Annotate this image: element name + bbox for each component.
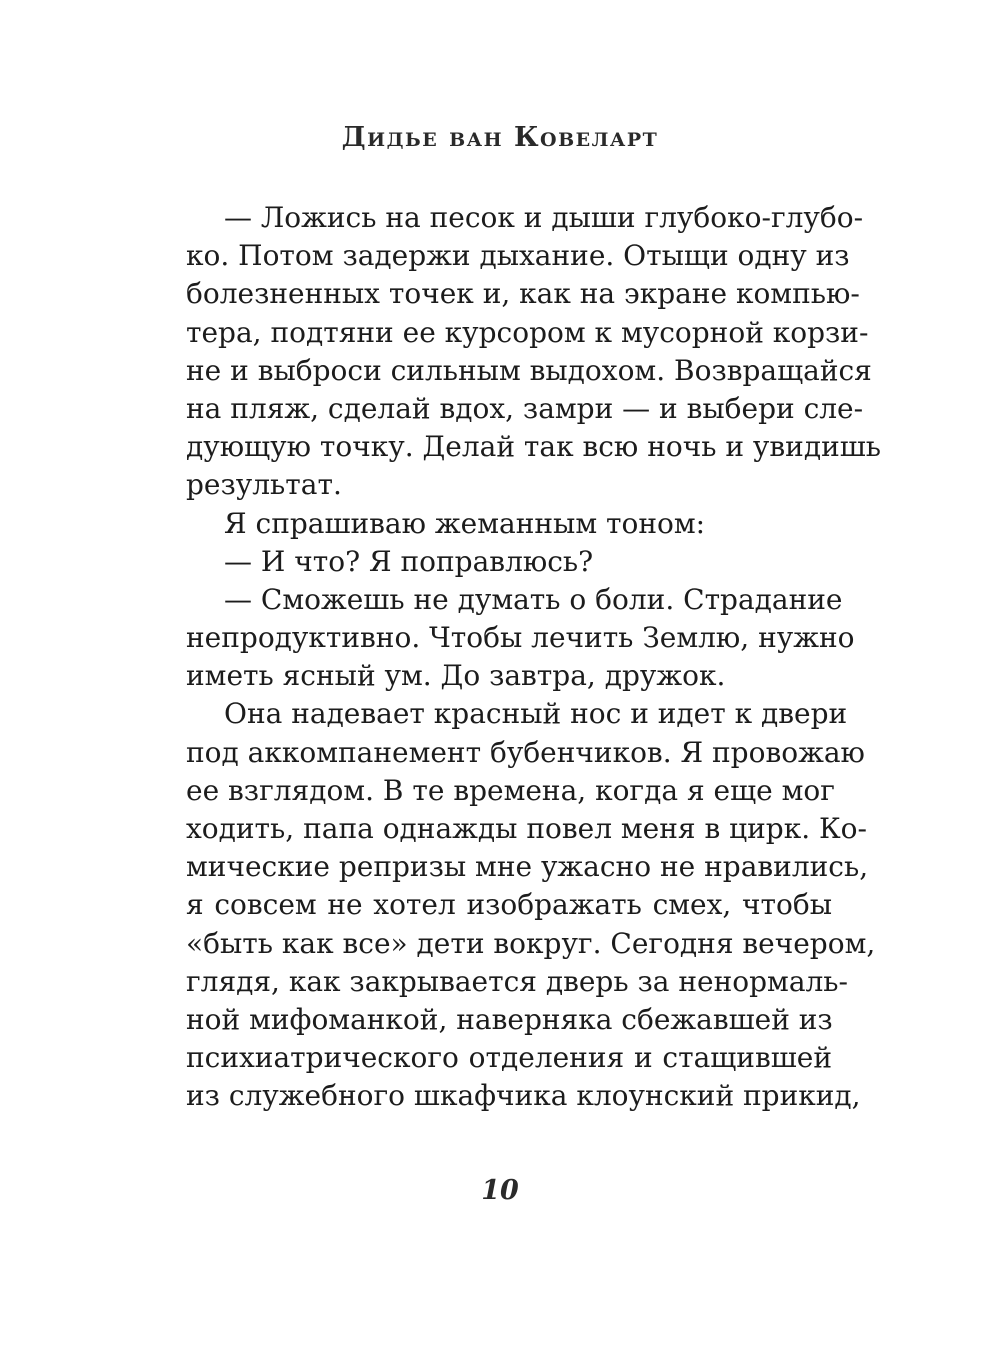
text-line: «быть как все» дети вокруг. Сегодня вечером, [186,926,876,960]
text-line: ной мифоманкой, наверняка сбежавшей из [186,1002,833,1036]
text-line: не и выброси сильным выдохом. Возвращайся [186,353,872,387]
text-line: Она надевает красный нос и идет к двери [224,697,848,731]
text-line: — И что? Я поправлюсь? [224,544,594,578]
text-line: результат. [186,468,342,502]
text-line: я совсем не хотел изображать смех, чтобы [186,888,832,922]
running-head-author: Дидье ван Ковеларт [341,122,659,153]
text-line: тера, подтяни ее курсором к мусорной корзи- [186,315,869,349]
text-line: болезненных точек и, как на экране компью- [186,277,860,311]
body-text [186,199,882,1116]
page-number: 10 [481,1175,519,1206]
text-line: непродуктивно. Чтобы лечить Землю, нужно [186,621,855,655]
text-line: ко. Потом задержи дыхание. Отыщи одну из [186,239,850,273]
text-line: Я спрашиваю жеманным тоном: [224,506,706,540]
text-line: — Сможешь не думать о боли. Страдание [224,582,843,616]
text-line: глядя, как закрывается дверь за ненормаль- [186,964,849,998]
text-line: — Ложись на песок и дыши глубоко-глубо- [224,201,864,234]
text-line: мические репризы мне ужасно не нравились, [186,850,869,884]
text-line: дующую точку. Делай так всю ночь и увидишь [186,430,882,464]
text-line: ходить, папа однажды повел меня в цирк. Ко- [186,812,867,845]
text-line: ее взглядом. В те времена, когда я еще мог [186,773,835,807]
text-line: под аккомпанемент бубенчиков. Я провожаю [186,735,865,769]
text-line: на пляж, сделай вдох, замри — и выбери сле- [186,391,864,425]
text-line: иметь ясный ум. До завтра, дружок. [186,659,726,693]
text-line: психиатрического отделения и стащившей [186,1041,832,1075]
text-line: из служебного шкафчика клоунский прикид, [186,1079,861,1113]
